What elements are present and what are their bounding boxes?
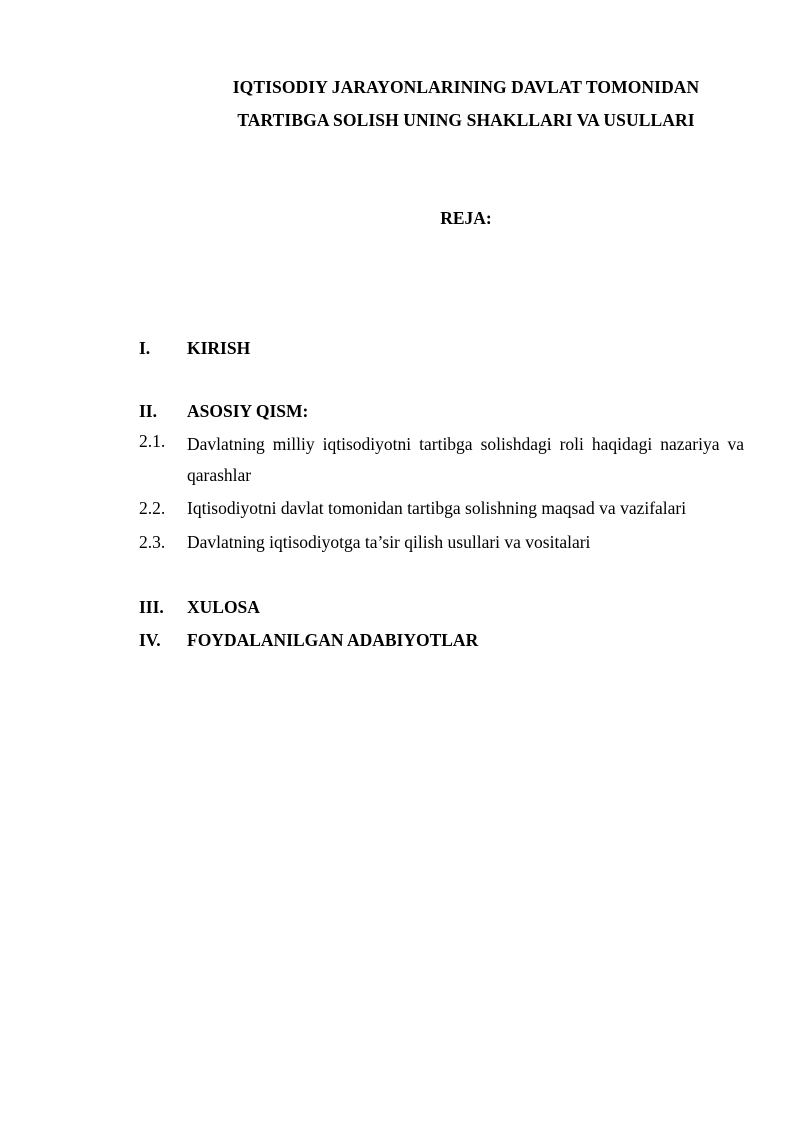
plan-item-number: 2.3. [139, 532, 166, 552]
plan-item-number: III. [139, 597, 164, 617]
plan-item-text: Davlatning milliy iqtisodiyotni tartibga solishdagi roli haqidagi nazariya va qarashlar [187, 434, 744, 485]
plan-item-number: 2.1. [139, 431, 166, 451]
plan-item-text: Iqtisodiyotni davlat tomonidan tartibga solishning maqsad va vazifalari [187, 498, 687, 518]
plan-item-text: FOYDALANILGAN ADABIYOTLAR [187, 630, 479, 650]
plan-item-number: II. [139, 401, 157, 421]
document-title-line-1: IQTISODIY JARAYONLARINING DAVLAT TOMONIDAN [232, 77, 700, 97]
plan-item-number: IV. [139, 630, 161, 650]
plan-item-text: KIRISH [187, 338, 251, 358]
plan-item-number: 2.2. [139, 498, 166, 518]
plan-item-text: Davlatning iqtisodiyotga ta’sir qilish usullari va vositalari [187, 532, 591, 552]
plan-heading: REJA: [440, 208, 492, 228]
document-title-line-2: TARTIBGA SOLISH UNING SHAKLLARI VA USULLARI [237, 110, 695, 130]
plan-item-text: XULOSA [187, 597, 260, 617]
plan-item-number: I. [139, 338, 151, 358]
plan-item-text: ASOSIY QISM: [187, 401, 309, 421]
